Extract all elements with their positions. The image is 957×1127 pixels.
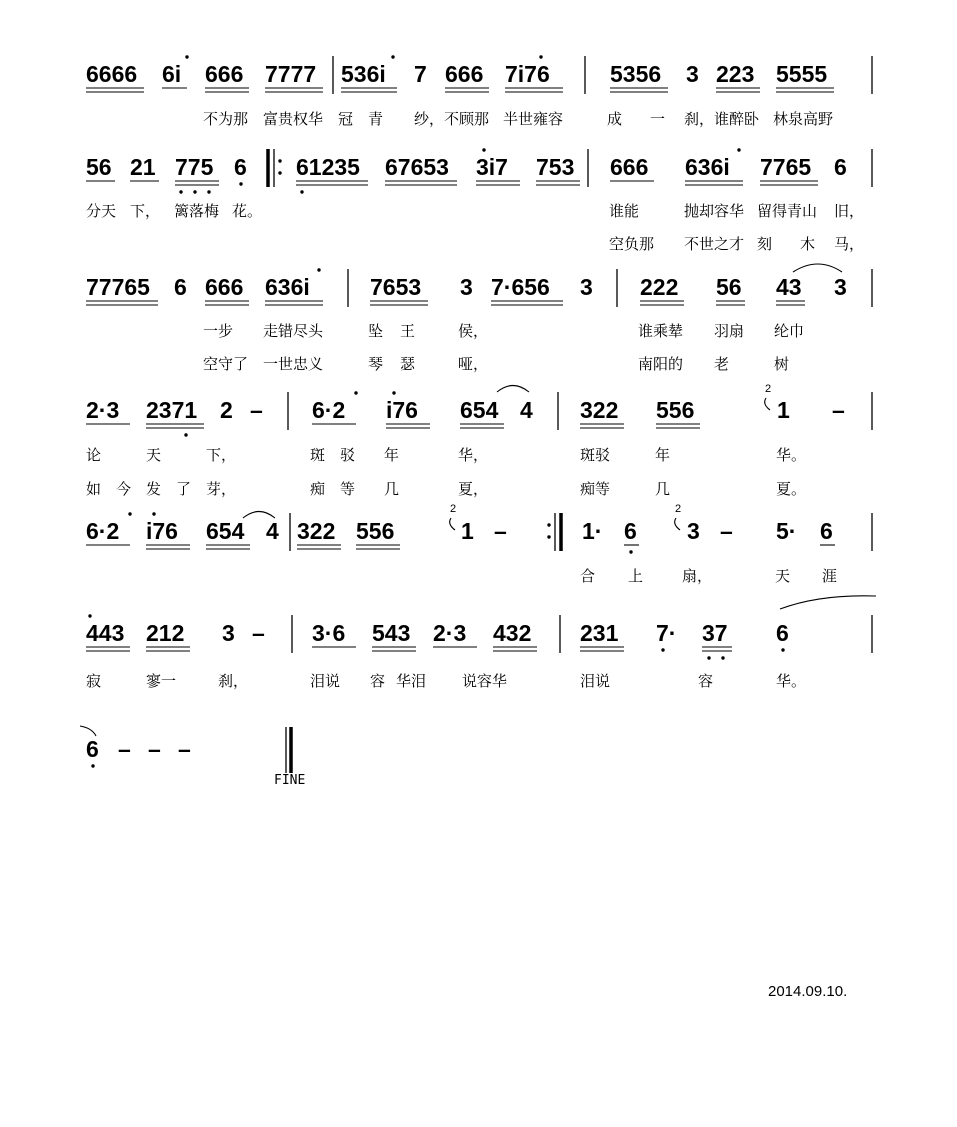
lyric-verse-1: 容 xyxy=(698,672,714,690)
lyric-verse-1: 侯， xyxy=(458,322,489,340)
lyric-verse-1: 成 xyxy=(607,110,623,128)
lyric-verse-1: 年 xyxy=(655,446,671,464)
note-group: 666 xyxy=(205,274,244,300)
lyric-verse-2: 如 xyxy=(86,480,102,498)
note-group: 7· xyxy=(656,620,677,646)
lyric-verse-1: 天 xyxy=(146,446,162,464)
low-octave-dot xyxy=(179,190,182,193)
note-group: 556 xyxy=(656,397,695,423)
high-octave-dot xyxy=(88,614,91,617)
note-group: 231 xyxy=(580,620,619,646)
note-group: 2371 xyxy=(146,397,198,423)
lyric-verse-1: 半世雍容 xyxy=(503,110,564,128)
lyric-verse-1: 青 xyxy=(368,110,384,128)
note-group: 67653 xyxy=(385,154,449,180)
lyric-verse-1: 下， xyxy=(130,202,161,220)
note-group: 6 xyxy=(234,154,247,180)
date-stamp: 2014.09.10. xyxy=(768,983,848,1000)
lyric-verse-2: 马， xyxy=(834,235,865,253)
lyric-verse-2: 瑟 xyxy=(400,355,416,373)
lyric-verse-1: 涯 xyxy=(822,567,838,585)
note-group: 6666 xyxy=(86,61,138,87)
note-group: 7653 xyxy=(370,274,422,300)
lyric-verse-1: 华， xyxy=(458,446,489,464)
lyric-verse-1: 花。 xyxy=(232,202,263,220)
lyric-verse-1: 说容华 xyxy=(462,672,508,690)
high-octave-dot xyxy=(128,512,131,515)
note-group: 61235 xyxy=(296,154,360,180)
lyric-verse-1: 分天 xyxy=(86,202,117,220)
note-group: 322 xyxy=(580,397,619,423)
note-group: 7 xyxy=(414,61,427,87)
lyric-verse-1: 纶巾 xyxy=(774,322,805,340)
note-group: 2·3 xyxy=(86,397,120,423)
note-group: 775 xyxy=(175,154,214,180)
lyric-verse-2: 南阳的 xyxy=(638,355,684,373)
note-group: 6 xyxy=(834,154,847,180)
lyric-verse-1: 斑 xyxy=(310,446,326,464)
note-group: 5555 xyxy=(776,61,828,87)
note-group: i76 xyxy=(146,518,178,544)
lyric-verse-1: 下， xyxy=(206,446,237,464)
note-group: 536i xyxy=(341,61,386,87)
slur xyxy=(793,264,842,272)
lyric-verse-1: 刹，谁醉卧 xyxy=(684,110,760,128)
lyric-verse-2: 不世之才 xyxy=(684,235,745,253)
note-group: 6 xyxy=(776,620,789,646)
note-group: 6 xyxy=(820,518,833,544)
grace-note: 2 xyxy=(765,383,772,395)
note-group: 6i xyxy=(162,61,182,87)
note-group: 3 xyxy=(222,620,235,646)
note-group: 543 xyxy=(372,620,411,646)
lyric-verse-1: 走错尽头 xyxy=(263,322,324,340)
lyric-verse-1: 纱，不顾那 xyxy=(414,110,490,128)
lyric-verse-1: 寥一 xyxy=(146,672,177,690)
lyric-verse-1: 不为那 xyxy=(203,110,249,128)
note-group: 6 xyxy=(86,736,99,762)
lyric-verse-1: 寂 xyxy=(86,672,102,690)
high-octave-dot xyxy=(737,148,740,151)
low-octave-dot xyxy=(661,648,664,651)
dash-sustain: – xyxy=(494,518,507,544)
note-group: 3 xyxy=(834,274,847,300)
lyric-verse-2: 痴 xyxy=(310,480,326,498)
note-group: 43 xyxy=(776,274,802,300)
note-group: 443 xyxy=(86,620,125,646)
lyric-verse-1: 天 xyxy=(775,567,791,585)
fine-marker: FINE xyxy=(274,773,306,788)
lyric-verse-1: 富贵权华 xyxy=(263,110,324,128)
low-octave-dot xyxy=(707,656,710,659)
note-group: 666 xyxy=(205,61,244,87)
lyric-verse-1: 刹， xyxy=(218,672,249,690)
lyric-verse-1: 华。 xyxy=(776,446,807,464)
note-group: 2·3 xyxy=(433,620,467,646)
lyric-verse-1: 年 xyxy=(384,446,400,464)
note-group: 654 xyxy=(460,397,499,423)
note-group: 3 xyxy=(686,61,699,87)
lyric-verse-1: 谁能 xyxy=(609,202,640,220)
note-group: 77765 xyxy=(86,274,150,300)
lyric-verse-2: 今 xyxy=(116,480,132,498)
lyric-verse-2: 老 xyxy=(714,355,730,373)
note-group: 56 xyxy=(86,154,112,180)
repeat-dot xyxy=(547,535,550,538)
note-group: 753 xyxy=(536,154,575,180)
note-group: 7·656 xyxy=(491,274,550,300)
lyric-verse-1: 冠 xyxy=(338,110,354,128)
dash-sustain: – xyxy=(250,397,263,423)
low-octave-dot xyxy=(207,190,210,193)
note-group: 1 xyxy=(777,397,790,423)
note-group: 7777 xyxy=(265,61,317,87)
note-group: 1 xyxy=(461,518,474,544)
note-group: 654 xyxy=(206,518,245,544)
note-group: 37 xyxy=(702,620,728,646)
dash-sustain: – xyxy=(252,620,265,646)
lyric-verse-1: 一 xyxy=(650,110,666,128)
lyric-verse-2: 一世忠义 xyxy=(263,355,324,373)
note-group: 636i xyxy=(265,274,310,300)
grace-note: 2 xyxy=(450,503,457,515)
lyric-verse-1: 林泉高野 xyxy=(773,110,834,128)
dash-sustain: – xyxy=(832,397,845,423)
lyric-verse-2: 夏。 xyxy=(776,480,807,498)
note-group: 666 xyxy=(610,154,649,180)
repeat-dot xyxy=(547,523,550,526)
note-group: i76 xyxy=(386,397,418,423)
note-group: 6 xyxy=(624,518,637,544)
lyric-verse-1: 扇， xyxy=(682,567,713,585)
low-octave-dot xyxy=(781,648,784,651)
lyric-verse-1: 华。 xyxy=(776,672,807,690)
low-octave-dot xyxy=(184,433,187,436)
note-group: 56 xyxy=(716,274,742,300)
lyric-verse-2: 痴等 xyxy=(580,480,611,498)
note-group: 222 xyxy=(640,274,679,300)
lyric-verse-2: 空负那 xyxy=(609,235,655,253)
note-group: 3i7 xyxy=(476,154,508,180)
lyric-verse-2: 空守了 xyxy=(203,355,249,373)
note-group: 6·2 xyxy=(312,397,346,423)
note-group: 322 xyxy=(297,518,336,544)
lyric-verse-2: 哑， xyxy=(458,355,489,373)
dash-sustain: – xyxy=(148,736,161,762)
lyric-verse-1: 坠 xyxy=(368,322,384,340)
note-group: 5· xyxy=(776,518,797,544)
lyric-verse-2: 芽， xyxy=(206,480,237,498)
lyric-verse-2: 夏， xyxy=(458,480,489,498)
note-group: 212 xyxy=(146,620,185,646)
grace-note: 2 xyxy=(675,503,682,515)
low-octave-dot xyxy=(193,190,196,193)
note-group: 556 xyxy=(356,518,395,544)
low-octave-dot xyxy=(300,190,303,193)
high-octave-dot xyxy=(392,391,395,394)
low-octave-dot xyxy=(91,764,94,767)
high-octave-dot xyxy=(482,148,485,151)
lyric-verse-2: 发 xyxy=(146,480,162,498)
note-group: 1· xyxy=(582,518,603,544)
note-group: 3 xyxy=(460,274,473,300)
dash-sustain: – xyxy=(118,736,131,762)
lyric-verse-1: 斑驳 xyxy=(580,446,611,464)
lyric-verse-2: 琴 xyxy=(368,355,384,373)
note-group: 432 xyxy=(493,620,532,646)
note-group: 636i xyxy=(685,154,730,180)
lyric-verse-1: 华泪 xyxy=(396,672,427,690)
low-octave-dot xyxy=(629,550,632,553)
lyric-verse-1: 羽扇 xyxy=(714,322,745,340)
note-group: 7i76 xyxy=(505,61,550,87)
lyric-verse-2: 木 xyxy=(800,235,816,253)
lyric-verse-1: 一步 xyxy=(203,322,234,340)
lyric-verse-1: 抛却容华 xyxy=(684,202,745,220)
lyric-verse-2: 几 xyxy=(655,480,671,498)
lyric-verse-1: 谁乘辇 xyxy=(638,322,684,340)
high-octave-dot xyxy=(317,268,320,271)
note-group: 4 xyxy=(520,397,533,423)
high-octave-dot xyxy=(185,55,188,58)
lyric-verse-1: 留得青山 xyxy=(757,202,818,220)
lyric-verse-2: 树 xyxy=(774,355,790,373)
dash-sustain: – xyxy=(178,736,191,762)
lyric-verse-1: 旧， xyxy=(834,202,865,220)
slur xyxy=(765,398,770,410)
note-group: 4 xyxy=(266,518,279,544)
note-group: 3 xyxy=(687,518,700,544)
note-group: 5356 xyxy=(610,61,662,87)
note-group: 3·6 xyxy=(312,620,346,646)
lyric-verse-1: 篱落梅 xyxy=(174,202,220,220)
note-group: 2 xyxy=(220,397,233,423)
high-octave-dot xyxy=(152,512,155,515)
lyric-verse-2: 几 xyxy=(384,480,400,498)
note-group: 6·2 xyxy=(86,518,120,544)
lyric-verse-1: 论 xyxy=(86,446,102,464)
high-octave-dot xyxy=(391,55,394,58)
lyric-verse-2: 了 xyxy=(176,480,192,498)
slur xyxy=(675,518,680,530)
note-group: 7765 xyxy=(760,154,812,180)
slur xyxy=(780,596,876,609)
low-octave-dot xyxy=(721,656,724,659)
repeat-dot xyxy=(278,171,281,174)
lyric-verse-1: 上 xyxy=(628,567,644,585)
repeat-dot xyxy=(278,159,281,162)
lyric-verse-2: 等 xyxy=(340,480,356,498)
slur xyxy=(497,386,529,393)
lyric-verse-1: 合 xyxy=(580,567,596,585)
lyric-verse-1: 泪说 xyxy=(580,672,611,690)
slur xyxy=(80,726,96,736)
note-group: 666 xyxy=(445,61,484,87)
high-octave-dot xyxy=(354,391,357,394)
note-group: 21 xyxy=(130,154,156,180)
low-octave-dot xyxy=(239,182,242,185)
lyric-verse-2: 刻 xyxy=(757,235,773,253)
lyric-verse-1: 容 xyxy=(370,672,386,690)
slur xyxy=(450,518,455,530)
high-octave-dot xyxy=(539,55,542,58)
lyric-verse-1: 泪说 xyxy=(310,672,341,690)
note-group: 3 xyxy=(580,274,593,300)
lyric-verse-1: 王 xyxy=(400,322,416,340)
note-group: 223 xyxy=(716,61,755,87)
note-group: 6 xyxy=(174,274,187,300)
lyric-verse-1: 驳 xyxy=(340,446,356,464)
dash-sustain: – xyxy=(720,518,733,544)
